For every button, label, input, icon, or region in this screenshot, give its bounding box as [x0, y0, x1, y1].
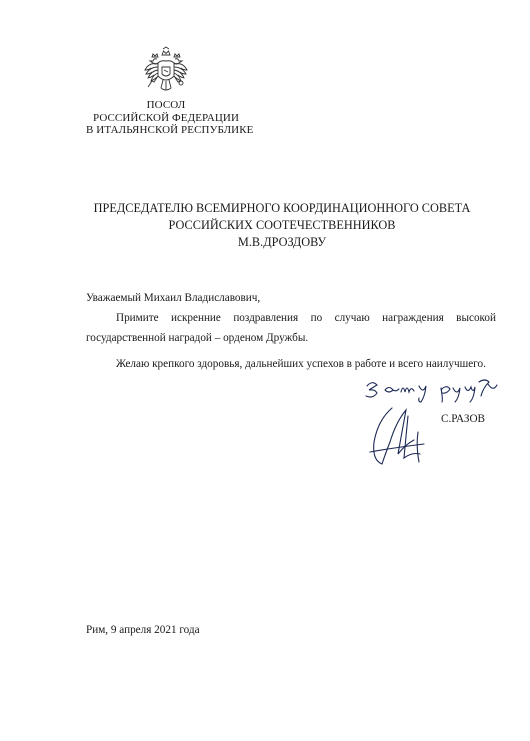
- signature-icon: [362, 402, 442, 472]
- signer-name: С.РАЗОВ: [441, 413, 485, 425]
- sender-line: В ИТАЛЬЯНСКОЙ РЕСПУБЛИКЕ: [86, 124, 254, 136]
- addressee-line: М.В.ДРОЗДОВУ: [237, 235, 327, 249]
- paragraph-congratulations: Примите искренние поздравления по случаю награждения высокой государственной наградой – орденом Дружбы.: [86, 312, 496, 344]
- handwritten-note-icon: [363, 372, 513, 404]
- addressee-line: ПРЕДСЕДАТЕЛЮ ВСЕМИРНОГО КООРДИНАЦИОННОГО СОВЕТА: [93, 201, 471, 215]
- addressee-block: [86, 200, 478, 251]
- letter-body: [86, 288, 496, 374]
- sender-line: ПОСОЛ: [146, 99, 186, 111]
- addressee-line: РОССИЙСКИХ СООТЕЧЕСТВЕННИКОВ: [168, 218, 396, 232]
- place-date: Рим, 9 апреля 2021 года: [86, 624, 200, 636]
- salutation: Уважаемый Михаил Владиславович,: [86, 292, 261, 304]
- paragraph-wishes: Желаю крепкого здоровья, дальнейших успехов в работе и всего наилучшего.: [116, 358, 486, 370]
- coat-of-arms-icon: [143, 46, 189, 96]
- sender-line: РОССИЙСКОЙ ФЕДЕРАЦИИ: [92, 111, 240, 124]
- sender-block: [86, 99, 254, 137]
